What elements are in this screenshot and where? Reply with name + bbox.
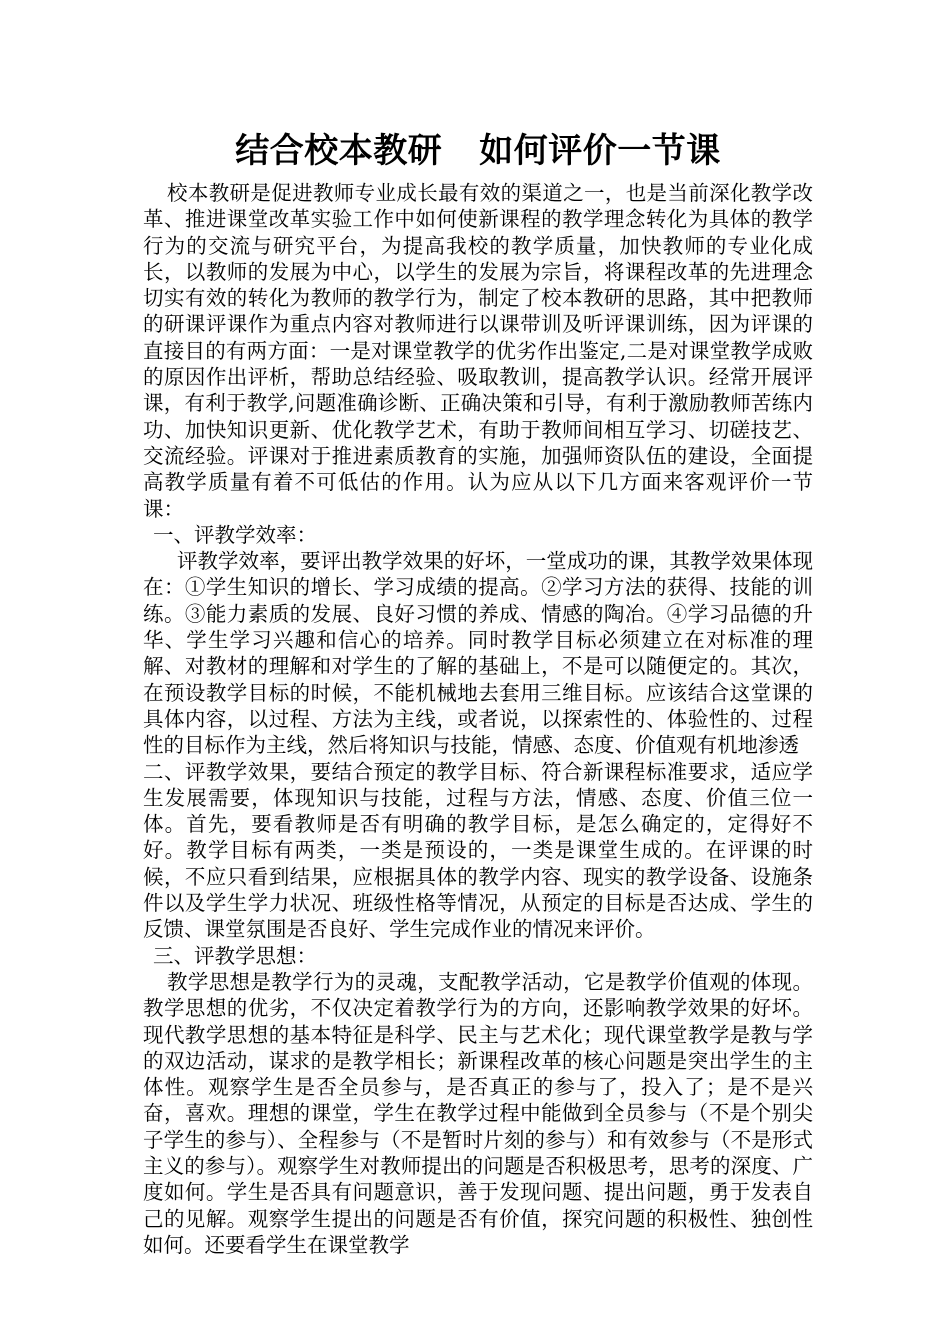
section-body-effect: 二、评教学效果，要结合预定的教学目标、符合新课程标准要求，适应学生发展需要，体现知识与技能，过程与方法，情感、态度、价值三位一体。首先，要看教师是否有明确的教学目标，是怎么确定的，定得好不好。教学目标有两类，一类是预设的，一类是课堂生成的。在评课的时候，不应只看到结果，应根据具体的教学内容、现实的教学设备、设施条件以及学生学力状况、班级性格等情况，从预定的目标是否达成、学生的反馈、课堂氛围是否良好、学生完成作业的情况来评价。 xyxy=(143,759,813,942)
section-body-efficiency: 评教学效率，要评出教学效果的好坏，一堂成功的课，其教学效果体现在：①学生知识的增长、学习成绩的提高。②学习方法的获得、技能的训练。③能力素质的发展、良好习惯的养成、情感的陶冶。④学习品德的升华、学生学习兴趣和信心的培养。同时教学目标必须建立在对标准的理解、对教材的理解和对学生的了解的基础上，不是可以随便定的。其次，在预设教学目标的时候，不能机械地去套用三维目标。应该结合这堂课的具体内容，以过程、方法为主线，或者说，以探索性的、体验性的、过程性的目标作为主线，然后将知识与技能，情感、态度、价值观有机地渗透 xyxy=(143,549,813,758)
document-title: 结合校本教研 如何评价一节课 xyxy=(235,131,721,171)
section-heading-efficiency: 一、评教学效率： xyxy=(153,522,317,547)
section-body-thought: 教学思想是教学行为的灵魂，支配教学活动，它是教学价值观的体现。教学思想的优劣，不仅决定着教学行为的方向，还影响教学效果的好坏。现代教学思想的基本特征是科学、民主与艺术化；现代课堂教学是教与学的双边活动，谋求的是教学相长；新课程改革的核心问题是突出学生的主体性。观察学生是否全员参与，是否真正的参与了，投入了；是不是兴奋，喜欢。理想的课堂，学生在教学过程中能做到全员参与（不是个别尖子学生的参与）、全程参与（不是暂时片刻的参与）和有效参与（不是形式主义的参与）。观察学生对教师提出的问题是否积极思考，思考的深度、广度如何。学生是否具有问题意识，善于发现问题、提出问题，勇于发表自己的见解。观察学生提出的问题是否有价值，探究问题的积极性、独创性如何。还要看学生在课堂教学 xyxy=(143,969,813,1257)
intro-paragraph: 校本教研是促进教师专业成长最有效的渠道之一，也是当前深化教学改革、推进课堂改革实验工作中如何使新课程的教学理念转化为具体的教学行为的交流与研究平台，为提高我校的教学质量，加快教师的专业化成长，以教师的发展为中心，以学生的发展为宗旨，将课程改革的先进理念切实有效的转化为教师的教学行为，制定了校本教研的思路，其中把教师的研课评课作为重点内容对教师进行以课带训及听评课训练，因为评课的直接目的有两方面：一是对课堂教学的优劣作出鉴定,二是对课堂教学成败的原因作出评析，帮助总结经验、吸取教训，提高教学认识。经常开展评课，有利于教学,问题准确诊断、正确决策和引导，有利于激励教师苦练内功、加快知识更新、优化教学艺术，有助于教师间相互学习、切磋技艺、交流经验。评课对于推进素质教育的实施，加强师资队伍的建设，全面提高教学质量有着不可低估的作用。认为应从以下几方面来客观评价一节课： xyxy=(143,181,813,521)
document-page xyxy=(143,128,813,1258)
section-heading-thought: 三、评教学思想： xyxy=(153,943,317,968)
